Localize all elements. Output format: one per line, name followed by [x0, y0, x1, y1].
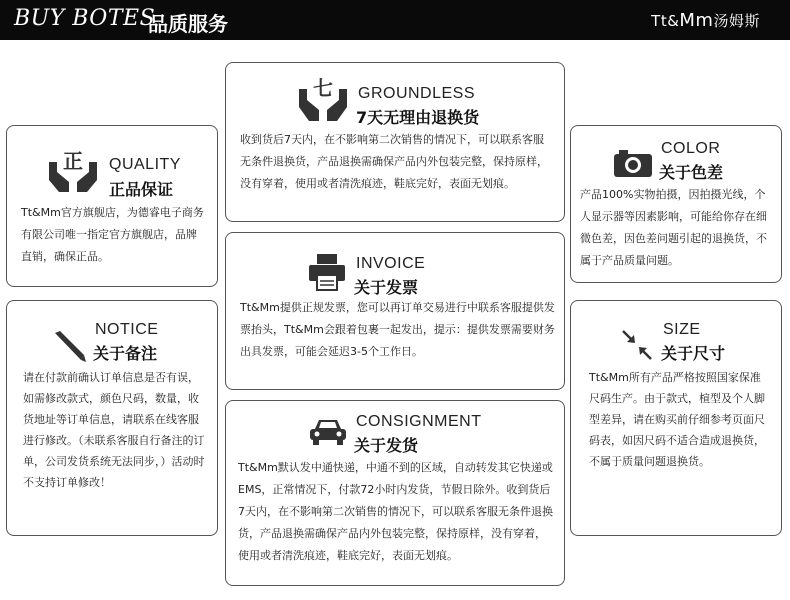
pen-icon: [51, 329, 87, 363]
invoice-text: Tt&Mm提供正规发票，您可以再订单交易进行中联系客服提供发票抬头，Tt&Mm会跟着包裹一起发出，提示：提供发票需要财务出具发票，可能会延迟3-5个工作日。: [240, 301, 555, 358]
header-bar: [0, 0, 790, 40]
notice-title-en: NOTICE: [95, 321, 159, 338]
brand-name: BUY BOTES: [14, 6, 156, 31]
quality-title-en: QUALITY: [109, 156, 181, 173]
quality-card: [6, 125, 218, 287]
store-logo[interactable]: [651, 10, 760, 31]
consignment-title-en: CONSIGNMENT: [356, 413, 482, 430]
hands-holding-seven-icon: [296, 73, 350, 125]
hands-holding-zheng-icon: [45, 148, 101, 196]
camera-icon: [613, 148, 653, 178]
consignment-title-zh: 关于发货: [354, 436, 419, 455]
size-title-en: SIZE: [663, 321, 701, 338]
color-title-en: COLOR: [661, 140, 721, 157]
notice-text: 请在付款前确认订单信息是否有误，如需修改款式，颜色尺码，数量，收货地址等订单信息，请联系在线客服进行修改。（未联系客服自行备注的订单，公司发货系统无法同步，）活动时不支持订单修改！: [23, 371, 205, 489]
size-title-zh: 关于尺寸: [661, 344, 726, 363]
size-text: Tt&Mm所有产品严格按照国家保准尺码生产。由于款式，楦型及个人脚型差异，请在购买前仔细参考页面尺码表，如因尺码不适合造成退换货，不属于质量问题退换货。: [589, 371, 765, 468]
invoice-card: [225, 232, 565, 390]
color-title-zh: 关于色差: [659, 163, 724, 182]
groundless-text: 收到货后7天内，在不影响第二次销售的情况下，可以联系客服无条件退换货，产品退换需确保产品内外包装完整，保持原样，没有穿着，使用或者清洗痕迹，鞋底完好，表面无划痕。: [240, 133, 548, 190]
quality-title-zh: 正品保证: [109, 180, 174, 199]
consignment-card: [225, 400, 565, 586]
size-card: [570, 300, 782, 536]
color-card: [570, 125, 782, 283]
logo-mm: Mm: [679, 10, 714, 31]
color-text: 产品100%实物拍摄，因拍摄光线，个人显示器等因素影响，可能给你存在细微色差，因色差问题引起的退换货，不属于产品质量问题。: [580, 188, 767, 267]
notice-title-zh: 关于备注: [93, 344, 158, 363]
invoice-title-zh: 关于发票: [354, 278, 419, 297]
car-icon: [308, 417, 348, 447]
groundless-title-zh: 7天无理由退换货: [356, 108, 480, 127]
logo-amp: &: [667, 12, 680, 30]
logo-tt: Tt: [651, 12, 668, 30]
svg-text:七: 七: [313, 76, 333, 100]
groundless-card: [225, 62, 565, 222]
invoice-title-en: INVOICE: [356, 255, 426, 272]
logo-cn: 汤姆斯: [713, 12, 760, 30]
section-title: 品质服务: [148, 12, 228, 36]
consignment-text: Tt&Mm默认发中通快递，中通不到的区域，自动转发其它快递或EMS，正常情况下，付款72小时内发货，节假日除外。收到货后7天内，在不影响第二次销售的情况下，可以联系客服无条件退换货，产品退换需确保产品内外包装完整，保持原样，没有穿着，使用或者清洗痕迹，鞋底完好，表面无划痕。: [238, 461, 553, 562]
quality-text: Tt&Mm官方旗舰店，为德睿电子商务有限公司唯一指定官方旗舰店，品牌直销，确保正品。: [21, 206, 204, 263]
resize-arrows-icon: [619, 327, 655, 363]
svg-text:正: 正: [63, 149, 83, 173]
groundless-title-en: GROUNDLESS: [358, 85, 476, 102]
notice-card: [6, 300, 218, 536]
printer-icon: [308, 253, 346, 291]
